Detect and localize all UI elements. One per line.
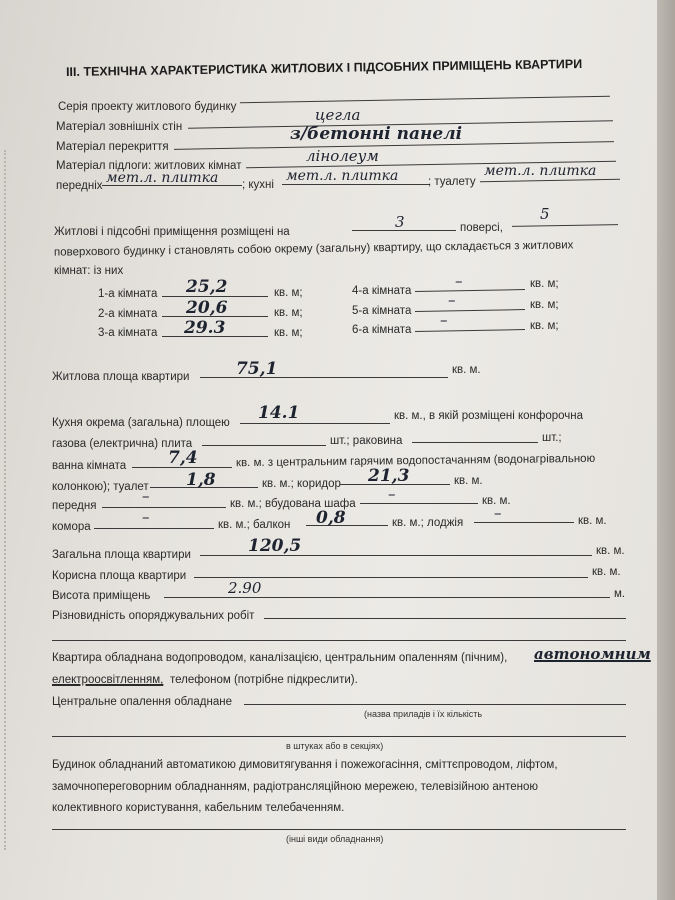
value-kitchen-area[interactable]: 14.1 [258, 403, 300, 423]
value-living-area[interactable]: 75,1 [236, 359, 278, 379]
line-room6[interactable] [415, 329, 525, 332]
value-toilet-area[interactable]: 1,8 [186, 470, 216, 490]
label-boiler-toilet: колонкою); туалет [52, 481, 149, 493]
line-loggia[interactable] [474, 522, 574, 523]
value-corridor[interactable]: 21,3 [368, 466, 410, 486]
value-ceiling[interactable]: з/бетонні панелі [290, 124, 463, 144]
label-floor-word: поверсі, [460, 222, 503, 234]
label-room3: 3-а кімната [98, 327, 158, 339]
label-useful-area-unit: кв. м. [592, 566, 621, 578]
line-wardrobe[interactable] [360, 503, 478, 504]
note-pieces: в штуках або в секціях) [286, 741, 384, 751]
value-room2[interactable]: 20,6 [186, 298, 228, 318]
value-storeys[interactable]: 5 [540, 205, 550, 223]
line-other[interactable] [52, 829, 626, 830]
line-storage[interactable] [94, 528, 214, 529]
label-room1: 1-а кімната [98, 288, 158, 300]
value-room1[interactable]: 25,2 [186, 277, 228, 297]
label-room2-unit: кв. м; [274, 307, 303, 319]
label-height-unit: м. [614, 588, 626, 600]
label-bathroom: ванна кімната [52, 460, 127, 472]
value-bathroom[interactable]: 7,4 [168, 448, 198, 468]
value-heating-type[interactable]: автономним [534, 645, 651, 663]
label-pcs-sink: шт.; раковина [330, 435, 403, 447]
value-room5[interactable]: – [448, 291, 456, 309]
form-title: ІІІ. ТЕХНІЧНА ХАРАКТЕРИСТИКА ЖИТЛОВИХ І ПІДСОБНИХ ПРИМІЩЕНЬ КВАРТИРИ [65, 56, 583, 80]
label-toilet: ; туалету [428, 176, 476, 188]
label-finishing: Різновидність опоряджувальних робіт [52, 610, 255, 622]
line-hall2[interactable] [102, 507, 226, 508]
line-storeys[interactable] [512, 224, 618, 227]
label-corridor: кв. м.; коридор [262, 478, 341, 490]
label-central-heating: Центральне опалення обладнане [52, 696, 232, 708]
line-sink[interactable] [412, 442, 538, 443]
value-wardrobe[interactable]: – [388, 485, 396, 503]
label-bld-2: замочнопереговорним обладнанням, радіотрансляційною мережею, телевізійною антеною [52, 781, 538, 793]
label-stove: газова (електрична) плита [52, 438, 193, 450]
label-walls: Матеріал зовнішніх стін [56, 121, 183, 133]
line-central-heating[interactable] [244, 704, 626, 705]
value-walls[interactable]: цегла [315, 106, 361, 124]
label-series: Серія проекту житлового будинку [58, 101, 237, 113]
line-useful-area[interactable] [194, 577, 588, 578]
value-loggia[interactable]: – [494, 504, 502, 522]
label-room3-unit: кв. м; [274, 327, 303, 339]
paper-edge [657, 0, 675, 900]
label-pcs: шт.; [542, 432, 562, 444]
value-floor-num[interactable]: 3 [395, 213, 405, 231]
label-room6-unit: кв. м; [530, 320, 559, 332]
line-finishing[interactable] [264, 618, 626, 619]
line-toilet[interactable] [480, 179, 620, 182]
label-height: Висота приміщень [52, 590, 151, 602]
line-series[interactable] [240, 96, 610, 103]
label-room6: 6-а кімната [352, 324, 412, 336]
label-wardrobe-unit: кв. м. [482, 495, 511, 507]
label-bld-1: Будинок обладнаний автоматикою димовитягування і пожежогасіння, сміттєпроводом, ліфтом, [52, 759, 558, 771]
label-room5: 5-а кімната [352, 305, 412, 317]
label-room1-unit: кв. м; [274, 287, 303, 299]
value-storage[interactable]: – [142, 508, 150, 526]
label-equip-2a: електроосвітленням, [52, 674, 164, 686]
label-hallway: передніх [56, 180, 103, 192]
label-rooms-of: кімнат: із них [54, 265, 124, 277]
line-kitchen-area[interactable] [240, 423, 390, 424]
label-room4-unit: кв. м; [530, 278, 559, 290]
label-storage: комора [52, 521, 91, 533]
label-room2: 2-а кімната [98, 308, 158, 320]
value-room6[interactable]: – [440, 311, 448, 329]
label-storey-text: поверхового будинку і становлять собою окрему (загальну) квартиру, що складається з житлових [53, 239, 574, 259]
label-loggia: кв. м.; лоджія [392, 517, 464, 529]
value-kitchen[interactable]: мет.л. плитка [286, 168, 399, 184]
label-room5-unit: кв. м; [530, 299, 559, 311]
label-floor-rooms: Матеріал підлоги: житлових кімнат [56, 160, 242, 172]
label-equip-2b: телефоном (потрібне підкреслити). [170, 674, 358, 686]
value-room3[interactable]: 29.3 [184, 318, 226, 338]
label-located-on: Житлові і підсобні приміщення розміщені на [54, 226, 290, 238]
line-height[interactable] [164, 597, 610, 598]
label-bld-3: колективного користування, кабельним телебаченням. [52, 802, 345, 814]
label-bathroom-tail: кв. м. з центральним гарячим водопостачанням (водонагрівальною [235, 452, 596, 470]
line-room5[interactable] [415, 309, 525, 312]
label-ceiling: Матеріал перекриття [56, 141, 169, 153]
label-room4: 4-а кімната [352, 285, 412, 297]
value-toilet[interactable]: мет.л. плитка [484, 163, 597, 179]
label-kitchen-area-tail: кв. м., в якій розміщені конфорочна [394, 410, 584, 422]
label-kitchen: ; кухні [242, 179, 274, 191]
label-wardrobe: кв. м.; вбудована шафа [230, 498, 356, 510]
label-useful-area: Корисна площа квартири [52, 570, 187, 582]
value-height[interactable]: 2.90 [228, 579, 262, 597]
value-hall2[interactable]: – [142, 487, 150, 505]
line-kitchen[interactable] [282, 184, 430, 185]
label-total-area: Загальна площа квартири [52, 549, 191, 561]
value-hallway[interactable]: мет.л. плитка [106, 170, 219, 186]
label-balcony: кв. м.; балкон [218, 519, 291, 531]
label-equip-1: Квартира обладнана водопроводом, каналізацією, центральним опаленням (пічним), [52, 652, 508, 664]
label-loggia-unit: кв. м. [578, 515, 607, 527]
value-room4[interactable]: – [455, 272, 463, 290]
label-kitchen-area: Кухня окрема (загальна) площею [52, 417, 230, 429]
value-total-area[interactable]: 120,5 [248, 536, 302, 556]
note-devices: (назва приладів і їх кількість [364, 709, 483, 719]
note-other: (інші види обладнання) [286, 834, 384, 844]
label-corridor-unit: кв. м. [454, 475, 483, 487]
label-hall2: передня [52, 500, 97, 512]
line-central-heating-2[interactable] [52, 736, 626, 737]
label-total-area-unit: кв. м. [596, 545, 625, 557]
value-balcony[interactable]: 0,8 [316, 508, 346, 528]
perforation [4, 150, 16, 850]
value-floor-rooms[interactable]: лінолеум [306, 147, 379, 165]
line-room4[interactable] [415, 289, 525, 292]
line-stove[interactable] [202, 445, 326, 446]
line-finishing-2[interactable] [52, 640, 626, 641]
label-living-area-unit: кв. м. [452, 364, 481, 376]
label-living-area: Житлова площа квартири [52, 371, 190, 383]
